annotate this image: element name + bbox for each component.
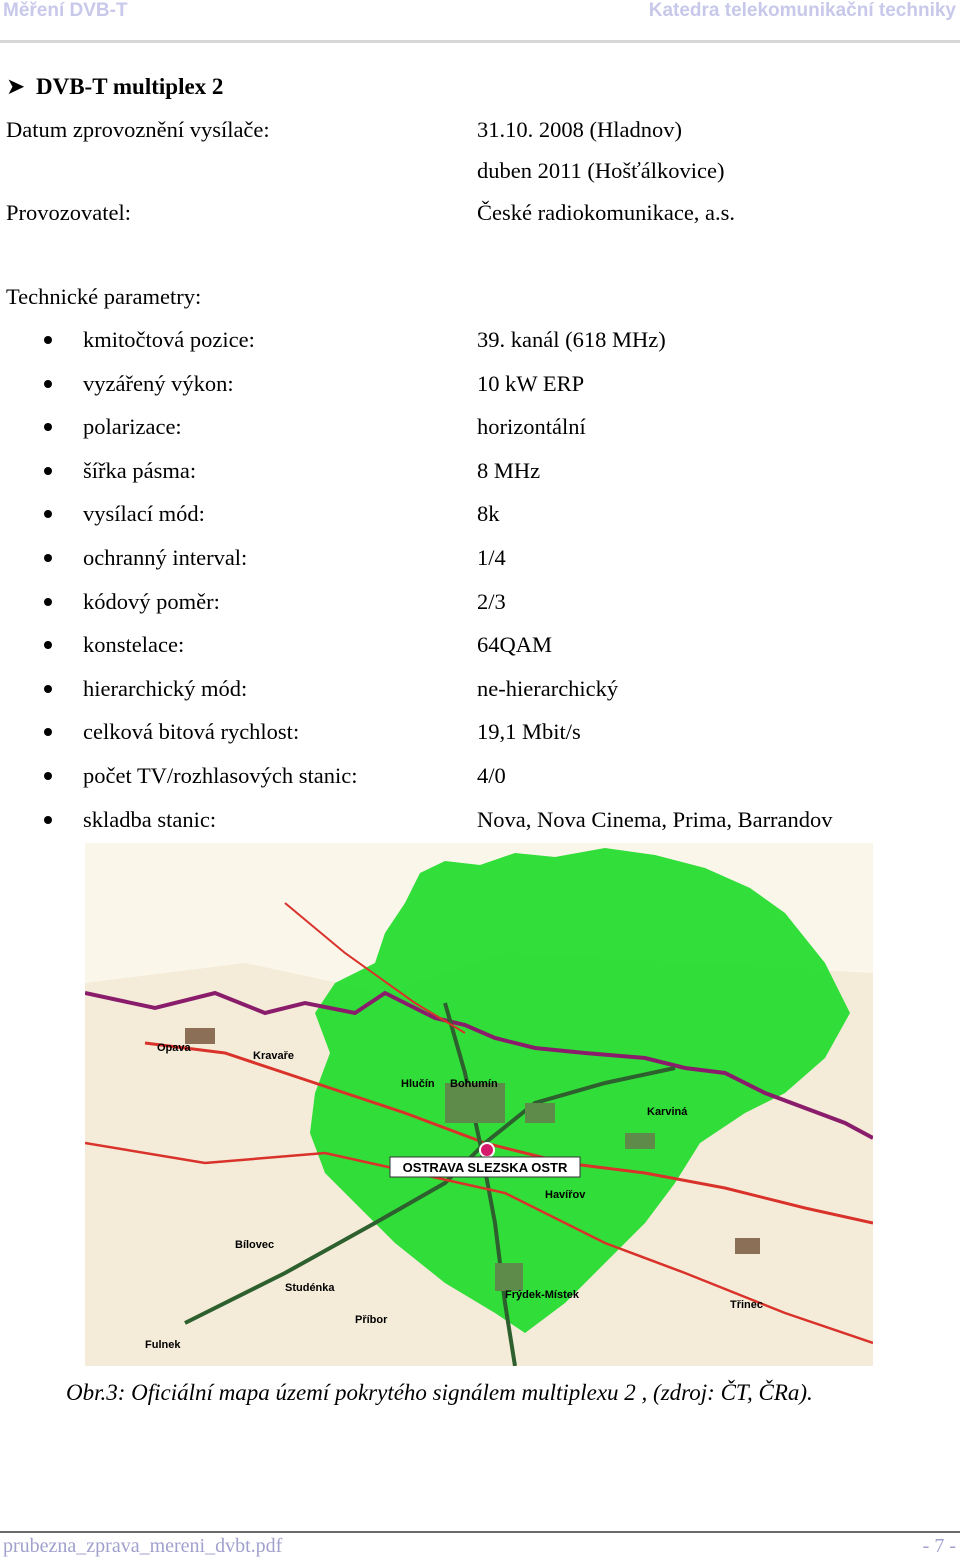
param-value: 4/0: [477, 762, 506, 788]
param-label: vysílací mód:: [83, 501, 205, 527]
bullet-icon: [44, 772, 52, 780]
param-value: 19,1 Mbit/s: [477, 719, 581, 745]
param-label: kmitočtová pozice:: [83, 327, 255, 352]
list-item: [0, 413, 960, 457]
list-item: [0, 370, 960, 414]
section-heading: [6, 74, 223, 100]
footer-rule: [0, 1531, 960, 1533]
bullet-icon: [44, 336, 52, 344]
param-value: 8 MHz: [477, 457, 541, 483]
date-value-2: duben 2011 (Hošťálkovice): [477, 158, 725, 183]
coverage-map: [85, 843, 873, 1366]
list-item: [0, 675, 960, 719]
place-label: Karviná: [647, 1106, 688, 1118]
operator-value: České radiokomunikace, a.s.: [477, 200, 736, 225]
place-label: Třinec: [730, 1299, 764, 1311]
param-value: 1/4: [477, 544, 506, 570]
param-label: konstelace:: [83, 632, 185, 658]
place-label: Fulnek: [145, 1339, 181, 1351]
list-item: [0, 588, 960, 632]
section-title: DVB-T multiplex 2: [36, 74, 224, 99]
page-number: - 7 -: [922, 1535, 956, 1557]
place-label: Opava: [157, 1042, 191, 1054]
list-item: [0, 544, 960, 588]
bullet-icon: [44, 554, 52, 562]
param-label: polarizace:: [83, 414, 182, 440]
bullet-icon: [44, 598, 52, 606]
place-label: Frýdek-Místek: [505, 1289, 579, 1301]
bullet-icon: [44, 423, 52, 431]
bullet-icon: [44, 467, 52, 475]
place-label: Kravaře: [253, 1050, 294, 1062]
place-label: Havířov: [545, 1189, 586, 1201]
param-label: kódový poměr:: [83, 588, 220, 614]
header-title: Měření DVB-T: [3, 0, 128, 21]
tech-heading: Technické parametry:: [6, 284, 202, 309]
param-value: 10 kW ERP: [477, 370, 585, 396]
header-rule: [0, 40, 960, 43]
bullet-icon: [44, 728, 52, 736]
transmitter-label: OSTRAVA SLEZSKA OSTR: [402, 1160, 568, 1175]
place-label: Příbor: [355, 1314, 388, 1326]
param-label: celková bitová rychlost:: [83, 719, 300, 745]
param-label: hierarchický mód:: [83, 675, 248, 701]
param-value: Nova, Nova Cinema, Prima, Barrandov: [477, 806, 833, 832]
place-label: Studénka: [285, 1282, 335, 1294]
parameter-list: [0, 326, 960, 849]
bullet-icon: [44, 641, 52, 649]
date-label: Datum zprovoznění vysílače:: [6, 117, 270, 142]
town-marker: [625, 1133, 655, 1149]
figure-caption: Obr.3: Oficiální mapa území pokrytého signálem multiplexu 2 , (zdroj: ČT, ČRa).: [66, 1380, 813, 1405]
bullet-icon: [44, 510, 52, 518]
place-label: Bohumín: [450, 1078, 498, 1090]
arrow-bullet-icon: ➤: [6, 74, 26, 99]
bullet-icon: [44, 816, 52, 824]
date-value-1: 31.10. 2008 (Hladnov): [477, 117, 682, 142]
header-department: Katedra telekomunikační techniky: [648, 0, 956, 21]
operator-label: Provozovatel:: [6, 200, 131, 225]
town-marker: [525, 1103, 555, 1123]
place-label: Hlučín: [401, 1078, 435, 1090]
param-label: šířka pásma:: [83, 457, 197, 483]
param-label: počet TV/rozhlasových stanic:: [83, 762, 358, 788]
list-item: [0, 500, 960, 544]
town-marker: [735, 1238, 760, 1254]
param-label: skladba stanic:: [83, 806, 217, 832]
param-value: 8k: [477, 501, 500, 527]
list-item: [0, 457, 960, 501]
footer-filename: prubezna_zprava_mereni_dvbt.pdf: [3, 1535, 283, 1557]
town-marker: [495, 1263, 523, 1291]
param-value: horizontální: [477, 414, 586, 440]
page-header: [0, 0, 960, 46]
param-value: 39. kanál (618 MHz): [477, 327, 666, 352]
param-value: ne-hierarchický: [477, 675, 619, 701]
param-value: 2/3: [477, 588, 506, 614]
bullet-icon: [44, 380, 52, 388]
place-label: Bílovec: [235, 1239, 275, 1251]
bullet-icon: [44, 685, 52, 693]
list-item: [0, 762, 960, 806]
list-item: [0, 718, 960, 762]
param-value: 64QAM: [477, 632, 553, 658]
list-item: [0, 326, 960, 370]
param-label: ochranný interval:: [83, 544, 248, 570]
transmitter-icon: [480, 1143, 494, 1157]
list-item: [0, 631, 960, 675]
param-label: vyzářený výkon:: [83, 370, 234, 396]
